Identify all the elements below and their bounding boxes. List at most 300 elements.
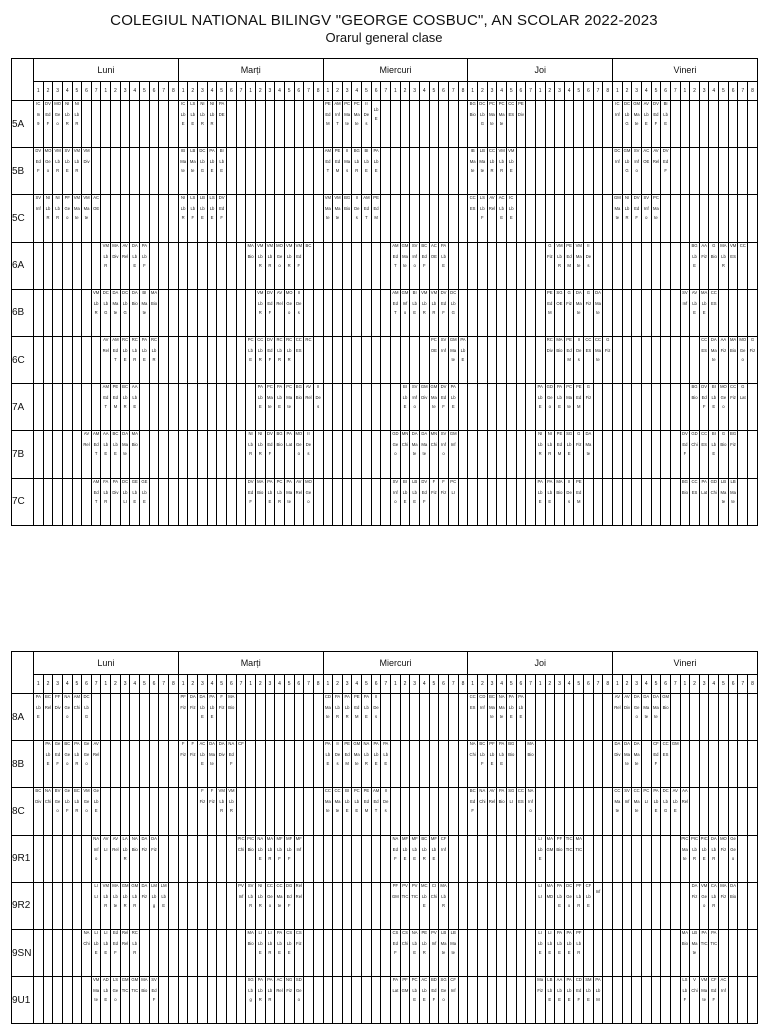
- subject-code: o: [741, 356, 744, 362]
- schedule-cell: [188, 788, 198, 835]
- schedule-cell: [342, 101, 352, 148]
- subject-code: Rel: [276, 300, 283, 306]
- schedule-cell: [584, 694, 594, 741]
- schedule-cell: [391, 148, 401, 195]
- schedule-cell: [603, 929, 613, 976]
- subject-code: F: [423, 498, 426, 504]
- subject-code: Lb: [335, 705, 340, 710]
- schedule-cell: [661, 384, 671, 431]
- schedule-cell: [342, 741, 352, 788]
- period-number: 8: [748, 675, 758, 694]
- schedule-cell: [516, 384, 526, 431]
- subject-code: Lb: [209, 705, 215, 710]
- period-number: 7: [236, 675, 246, 694]
- teacher-code: CC: [633, 788, 640, 794]
- class-row: [12, 148, 758, 195]
- schedule-cell: [111, 242, 121, 289]
- subject-code: te: [355, 121, 359, 126]
- schedule-cell: [419, 148, 429, 195]
- schedule-cell: [545, 148, 555, 195]
- teacher-code: AV: [489, 788, 495, 794]
- subject-code: Lb: [480, 112, 485, 117]
- schedule-cell: [111, 694, 121, 741]
- schedule-cell: [526, 882, 536, 929]
- schedule-cell: [304, 336, 314, 383]
- period-number: 3: [410, 675, 420, 694]
- subject-code: Lb: [412, 988, 417, 994]
- schedule-cell: [362, 835, 372, 882]
- subject-code: ES: [711, 300, 717, 306]
- subject-code: E: [558, 902, 561, 908]
- subject-code: F: [471, 808, 474, 814]
- teacher-code: GM: [401, 289, 409, 295]
- period-number: 5: [362, 675, 372, 694]
- subject-code: Lb: [557, 988, 562, 994]
- subject-code: Lb: [122, 846, 128, 852]
- schedule-cell: [584, 741, 594, 788]
- subject-code: F: [481, 215, 484, 221]
- subject-code: Lb: [711, 395, 717, 401]
- subject-code: Lb: [103, 300, 109, 306]
- schedule-cell: [62, 384, 72, 431]
- schedule-cell: [188, 101, 198, 148]
- schedule-cell: [632, 882, 642, 929]
- schedule-cell: [34, 929, 44, 976]
- teacher-code: BC: [35, 788, 42, 794]
- teacher-code: Ge: [54, 741, 61, 747]
- schedule-cell: [574, 788, 584, 835]
- schedule-cell: [362, 195, 372, 242]
- subject-code: Bio: [556, 846, 563, 852]
- subject-code: LI: [644, 799, 649, 805]
- schedule-cell: [516, 478, 526, 525]
- subject-code: Lb: [489, 159, 495, 165]
- schedule-cell: [738, 431, 748, 478]
- schedule-cell: [670, 788, 680, 835]
- schedule-cell: [275, 788, 285, 835]
- schedule-cell: [680, 289, 690, 336]
- subject-code: E: [142, 356, 146, 362]
- schedule-cell: [53, 148, 63, 195]
- teacher-code: CC: [691, 478, 698, 484]
- schedule-cell: [709, 384, 719, 431]
- schedule-cell: [333, 741, 343, 788]
- subject-code: De: [315, 395, 321, 401]
- schedule-cell: [574, 289, 584, 336]
- class-row: [12, 977, 758, 1024]
- schedule-cell: [680, 741, 690, 788]
- subject-code: o: [635, 168, 638, 174]
- schedule-cell: [159, 882, 169, 929]
- teacher-code: BC: [469, 788, 476, 794]
- subject-code: ES: [701, 442, 707, 448]
- subject-code: Bio: [730, 893, 737, 899]
- subject-code: Lb: [286, 253, 292, 259]
- schedule-cell: [748, 431, 758, 478]
- schedule-cell: [362, 977, 372, 1024]
- schedule-cell: [43, 289, 53, 336]
- teacher-code: CC: [508, 101, 515, 106]
- subject-code: Inf: [393, 489, 398, 495]
- teacher-code: PC: [450, 478, 457, 484]
- subject-code: s: [375, 714, 378, 719]
- teacher-code: PA: [460, 336, 466, 342]
- period-number: 4: [419, 82, 429, 101]
- subject-code: Bio: [681, 489, 688, 495]
- subject-code: F: [143, 262, 146, 268]
- schedule-cell: [506, 431, 516, 478]
- schedule-cell: [478, 289, 488, 336]
- subject-code: Ed: [566, 347, 572, 353]
- subject-code: Bio: [295, 395, 302, 401]
- schedule-cell: [670, 195, 680, 242]
- schedule-cell: [227, 384, 237, 431]
- schedule-cell: [429, 195, 439, 242]
- schedule-cell: [516, 289, 526, 336]
- schedule-cell: [178, 882, 188, 929]
- subject-code: E: [442, 262, 445, 268]
- subject-code: T: [394, 309, 397, 315]
- schedule-cell: [342, 929, 352, 976]
- schedule-cell: [149, 478, 159, 525]
- teacher-code: II: [384, 788, 387, 794]
- teacher-code: PA: [518, 694, 524, 699]
- corner-cell: [12, 652, 34, 694]
- teacher-code: MF: [286, 835, 293, 841]
- schedule-cell: [651, 788, 661, 835]
- subject-code: Div: [218, 752, 225, 758]
- schedule-cell: [333, 336, 343, 383]
- period-number: 8: [748, 82, 758, 101]
- schedule-cell: [632, 478, 642, 525]
- schedule-cell: [207, 882, 217, 929]
- teacher-code: VM: [430, 289, 438, 295]
- schedule-cell: [391, 101, 401, 148]
- schedule-cell: [342, 478, 352, 525]
- subject-code: Ma: [324, 799, 331, 805]
- teacher-code: CA: [710, 882, 717, 888]
- period-number: 4: [564, 82, 574, 101]
- teacher-code: BI: [345, 788, 350, 794]
- subject-code: te: [615, 808, 620, 814]
- schedule-cell: [217, 384, 227, 431]
- schedule-cell: [468, 431, 478, 478]
- schedule-cell: [410, 148, 420, 195]
- schedule-cell: [371, 101, 381, 148]
- schedule-cell: [699, 478, 709, 525]
- subject-code: F: [635, 215, 638, 221]
- subject-code: Lb: [286, 940, 292, 946]
- teacher-code: NI: [55, 195, 60, 201]
- teacher-code: CC: [517, 788, 524, 794]
- schedule-cell: [506, 835, 516, 882]
- schedule-cell: [284, 741, 294, 788]
- subject-code: F: [65, 808, 69, 814]
- schedule-cell: [159, 242, 169, 289]
- schedule-cell: [381, 788, 391, 835]
- schedule-cell: [381, 195, 391, 242]
- subject-code: M: [557, 451, 562, 457]
- schedule-cell: [690, 694, 700, 741]
- subject-code: Fiz: [537, 988, 543, 994]
- schedule-cell: [72, 835, 82, 882]
- schedule-cell: [159, 694, 169, 741]
- teacher-code: SV: [411, 384, 418, 390]
- subject-code: Lb: [701, 846, 707, 852]
- teacher-code: PA: [141, 336, 147, 342]
- subject-code: Lb: [277, 940, 282, 946]
- subject-code: Ma: [489, 705, 495, 710]
- subject-code: o: [731, 855, 735, 861]
- teacher-code: GD: [691, 431, 698, 437]
- subject-code: Lb: [412, 940, 417, 946]
- schedule-cell: [255, 431, 265, 478]
- teacher-code: MA: [701, 289, 708, 295]
- subject-code: Inf: [412, 395, 417, 401]
- schedule-cell: [670, 336, 680, 383]
- subject-code: F: [712, 997, 716, 1003]
- period-number: 2: [690, 82, 700, 101]
- teacher-code: LB: [199, 195, 205, 201]
- schedule-cell: [419, 694, 429, 741]
- subject-code: R: [721, 262, 725, 268]
- schedule-cell: [661, 336, 671, 383]
- teacher-code: MA: [556, 478, 563, 484]
- teacher-code: GM: [131, 977, 139, 983]
- subject-code: Ed: [354, 705, 360, 710]
- schedule-cell: [130, 101, 140, 148]
- teacher-code: AV: [614, 694, 621, 699]
- schedule-cell: [699, 289, 709, 336]
- subject-code: E: [538, 855, 542, 861]
- schedule-cell: [738, 242, 748, 289]
- subject-code: F: [56, 761, 59, 767]
- schedule-cell: [43, 977, 53, 1024]
- subject-code: Ed: [267, 442, 273, 448]
- schedule-cell: [381, 835, 391, 882]
- subject-code: Lb: [103, 893, 109, 899]
- schedule-cell: [429, 336, 439, 383]
- schedule-cell: [555, 977, 565, 1024]
- teacher-code: AV: [276, 289, 283, 295]
- schedule-cell: [188, 336, 198, 383]
- period-number: 1: [246, 82, 256, 101]
- subject-code: Ed: [576, 988, 582, 994]
- subject-code: te: [576, 262, 581, 268]
- schedule-cell: [516, 741, 526, 788]
- subject-code: te: [654, 714, 658, 719]
- subject-code: De: [383, 799, 389, 805]
- schedule-cell: [400, 835, 410, 882]
- period-number: 6: [227, 82, 237, 101]
- schedule-cell: [709, 929, 719, 976]
- subject-code: Ge: [720, 395, 727, 401]
- teacher-code: GM: [623, 148, 631, 154]
- schedule-cell: [400, 977, 410, 1024]
- teacher-code: MO: [295, 431, 303, 437]
- schedule-cell: [362, 741, 372, 788]
- schedule-cell: [313, 101, 323, 148]
- schedule-cell: [207, 929, 217, 976]
- schedule-cell: [400, 289, 410, 336]
- schedule-cell: [140, 195, 150, 242]
- subject-code: Chi: [401, 940, 409, 946]
- schedule-cell: [622, 431, 632, 478]
- subject-code: Lb: [45, 206, 51, 212]
- period-number: 7: [91, 675, 101, 694]
- teacher-code: BC: [479, 741, 486, 747]
- subject-code: te: [721, 498, 726, 504]
- schedule-cell: [294, 977, 304, 1024]
- schedule-cell: [101, 882, 111, 929]
- subject-code: TIC: [121, 988, 129, 994]
- teacher-code: DC: [122, 289, 129, 295]
- schedule-cell: [748, 977, 758, 1024]
- subject-code: Lb: [499, 206, 504, 212]
- schedule-cell: [352, 929, 362, 976]
- period-number: 2: [622, 675, 632, 694]
- teacher-code: GM: [420, 384, 428, 390]
- schedule-cell: [410, 242, 420, 289]
- subject-code: Lb: [248, 347, 253, 353]
- subject-code: G: [123, 309, 127, 315]
- schedule-cell: [419, 478, 429, 525]
- schedule-cell: [217, 148, 227, 195]
- teacher-code: AC: [720, 977, 727, 983]
- subject-code: G: [84, 714, 89, 719]
- subject-code: Ed: [112, 395, 118, 401]
- subject-code: Lb: [402, 395, 408, 401]
- teacher-code: PE: [556, 431, 563, 437]
- schedule-cell: [497, 195, 507, 242]
- subject-code: E: [94, 949, 98, 955]
- subject-code: Bio: [247, 940, 254, 946]
- schedule-cell: [478, 835, 488, 882]
- schedule-cell: [680, 242, 690, 289]
- subject-code: E: [133, 262, 137, 268]
- subject-code: Lb: [161, 893, 166, 899]
- schedule-cell: [613, 929, 623, 976]
- subject-code: Chi: [710, 489, 717, 495]
- period-number: 1: [391, 675, 401, 694]
- subject-code: Chi: [83, 940, 90, 946]
- schedule-cell: [188, 431, 198, 478]
- schedule-cell: [381, 289, 391, 336]
- subject-code: Ed: [547, 300, 553, 306]
- subject-code: o: [56, 121, 59, 126]
- period-number: 3: [120, 82, 130, 101]
- schedule-cell: [545, 977, 555, 1024]
- schedule-cell: [478, 431, 488, 478]
- schedule-cell: [188, 195, 198, 242]
- subject-code: R: [258, 997, 262, 1003]
- schedule-cell: [699, 929, 709, 976]
- subject-code: Ed: [421, 489, 427, 495]
- schedule-cell: [632, 148, 642, 195]
- subject-code: Lb: [200, 112, 205, 117]
- teacher-code: VM: [54, 148, 61, 154]
- schedule-cell: [719, 882, 729, 929]
- period-number: 5: [217, 82, 227, 101]
- schedule-cell: [439, 431, 449, 478]
- subject-code: E: [644, 121, 648, 126]
- teacher-code: MA: [228, 694, 235, 699]
- subject-code: R: [56, 168, 60, 174]
- period-number: 5: [217, 675, 227, 694]
- subject-code: Ed: [219, 206, 225, 212]
- schedule-cell: [294, 788, 304, 835]
- schedule-cell: [53, 336, 63, 383]
- subject-code: Lb: [142, 347, 147, 353]
- schedule-cell: [62, 835, 72, 882]
- subject-code: te: [335, 215, 340, 221]
- schedule-cell: [255, 977, 265, 1024]
- subject-code: te: [586, 451, 591, 457]
- subject-code: E: [500, 761, 504, 767]
- subject-code: E: [702, 309, 706, 315]
- teacher-code: AA: [720, 336, 727, 342]
- subject-code: E: [413, 855, 417, 861]
- subject-code: T: [326, 168, 330, 174]
- subject-code: E: [548, 949, 552, 955]
- teacher-code: RC: [131, 336, 138, 342]
- schedule-cell: [313, 195, 323, 242]
- schedule-cell: [719, 101, 729, 148]
- schedule-cell: [236, 835, 246, 882]
- subject-code: Chi: [44, 799, 52, 805]
- schedule-cell: [555, 835, 565, 882]
- teacher-code: NA: [131, 835, 138, 841]
- schedule-cell: [478, 101, 488, 148]
- teacher-code: CF: [585, 882, 592, 888]
- teacher-code: AC: [276, 977, 283, 983]
- schedule-cell: [91, 835, 101, 882]
- schedule-cell: [284, 882, 294, 929]
- schedule-cell: [458, 741, 468, 788]
- schedule-cell: [429, 384, 439, 431]
- schedule-cell: [236, 741, 246, 788]
- schedule-cell: [101, 148, 111, 195]
- teacher-code: PC: [566, 384, 573, 390]
- schedule-cell: [690, 384, 700, 431]
- subject-code: Div: [112, 253, 119, 259]
- schedule-cell: [506, 195, 516, 242]
- schedule-cell: [535, 882, 545, 929]
- teacher-code: PA: [566, 929, 572, 935]
- subject-code: Lb: [663, 799, 668, 805]
- subject-code: Lb: [566, 442, 572, 448]
- schedule-cell: [294, 882, 304, 929]
- schedule-cell: [313, 384, 323, 431]
- teacher-code: GM: [353, 741, 361, 747]
- period-number: 8: [313, 82, 323, 101]
- period-number: 3: [699, 82, 709, 101]
- subject-code: o: [85, 808, 88, 814]
- schedule-cell: [748, 195, 758, 242]
- subject-code: Lb: [132, 940, 138, 946]
- subject-code: R: [278, 498, 282, 504]
- subject-code: R: [133, 949, 137, 955]
- teacher-code: MA: [266, 835, 274, 841]
- subject-code: Div: [112, 489, 119, 495]
- subject-code: o: [297, 997, 300, 1003]
- schedule-cell: [101, 101, 111, 148]
- subject-code: Lb: [103, 253, 109, 259]
- schedule-cell: [62, 788, 72, 835]
- subject-code: R: [364, 761, 368, 767]
- schedule-cell: [313, 929, 323, 976]
- teacher-code: MA: [112, 882, 119, 888]
